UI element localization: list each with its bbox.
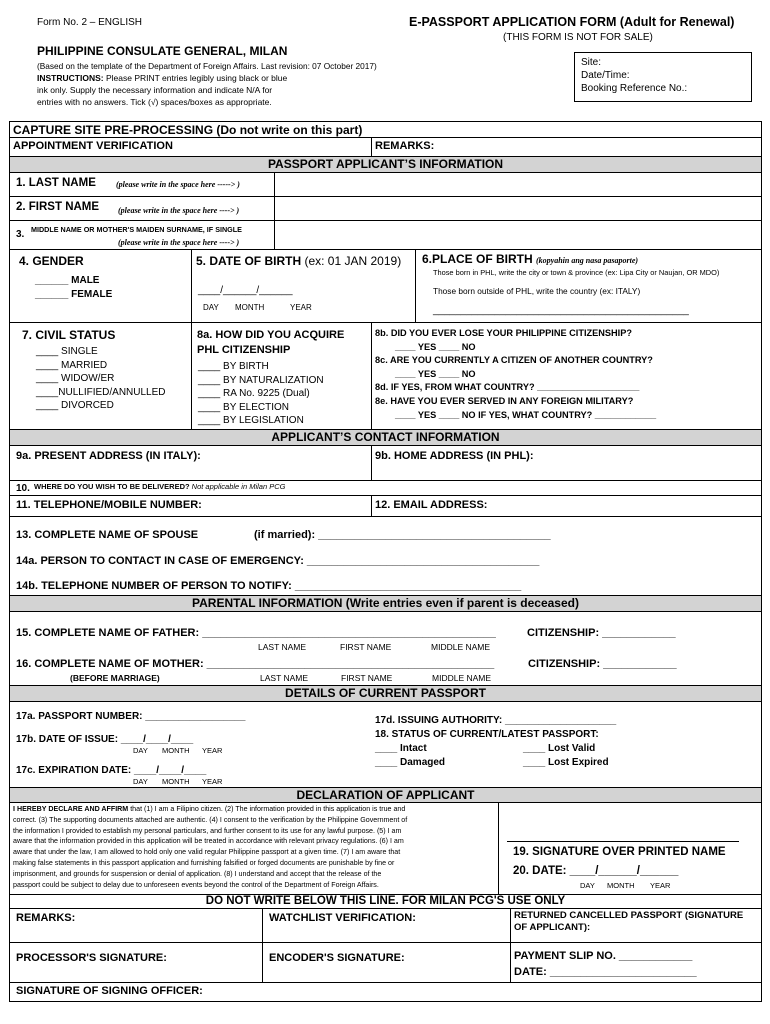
office-row-1	[9, 909, 762, 943]
expiry-month-caption: MONTH	[162, 777, 190, 786]
dob-label: 5. DATE OF BIRTH (ex: 01 JAN 2019)	[196, 254, 402, 268]
current-passport-band: DETAILS OF CURRENT PASSPORT	[9, 686, 762, 702]
last-name-row	[9, 173, 762, 197]
acquire-citizenship-label: 8a. HOW DID YOU ACQUIRE PHL CITIZENSHIP	[197, 329, 345, 356]
first-name-row	[9, 197, 762, 221]
capture-site-title: CAPTURE SITE PRE-PROCESSING (Do not write on this part)	[13, 123, 363, 137]
first-name-field[interactable]	[276, 199, 760, 219]
q8c-question: 8c. ARE YOU CURRENTLY A CITIZEN OF ANOTHER COUNTRY?	[375, 355, 653, 366]
father-name-field[interactable]: 15. COMPLETE NAME OF FATHER: ________________________________________________	[16, 627, 496, 639]
mother-name-field[interactable]: 16. COMPLETE NAME OF MOTHER: _______________________________________________	[16, 658, 495, 670]
current-passport-row	[9, 702, 762, 788]
appointment-verification-label: APPOINTMENT VERIFICATION	[13, 140, 173, 152]
q8e-answers[interactable]: ____ YES ____ NO IF YES, WHAT COUNTRY? ____________	[395, 409, 657, 420]
expiration-date-field[interactable]: 17c. EXPIRATION DATE: ____/____/____	[16, 765, 207, 776]
declaration-month-caption: MONTH	[607, 881, 635, 890]
pob-field[interactable]: ______________________________________________	[433, 305, 689, 316]
father-citizenship-field[interactable]: CITIZENSHIP: ____________	[527, 627, 676, 639]
status-lost-expired-option[interactable]: ____ Lost Expired	[523, 757, 609, 768]
q8b-question: 8b. DID YOU EVER LOSE YOUR PHILIPPINE CITIZENSHIP?	[375, 328, 632, 338]
site-booking-box	[574, 52, 752, 102]
last-name-label: 1. LAST NAME	[16, 177, 96, 189]
first-name-hint: (please write in the space here ----> )	[118, 206, 240, 215]
email-label[interactable]: 12. EMAIL ADDRESS:	[375, 499, 488, 511]
consulate-name: PHILIPPINE CONSULATE GENERAL, MILAN	[37, 44, 288, 58]
passport-status-label: 18. STATUS OF CURRENT/LATEST PASSPORT:	[375, 729, 599, 740]
contact-info-band: APPLICANT’S CONTACT INFORMATION	[9, 430, 762, 446]
address-row	[9, 446, 762, 481]
signing-officer-label: SIGNATURE OF SIGNING OFFICER:	[16, 985, 203, 997]
gender-dob-pob-row	[9, 250, 762, 323]
father-first-caption: FIRST NAME	[340, 642, 392, 652]
last-name-field[interactable]	[276, 175, 760, 195]
datetime-label: Date/Time:	[581, 70, 630, 81]
acquire-options	[198, 360, 324, 428]
declaration-row	[9, 803, 762, 895]
appointment-row	[9, 138, 762, 157]
home-address-label[interactable]: 9b. HOME ADDRESS (IN PHL):	[375, 450, 534, 462]
dob-day-caption: DAY	[203, 303, 219, 312]
issue-month-caption: MONTH	[162, 746, 190, 755]
acquire-naturalization-option[interactable]: ____ BY NATURALIZATION	[198, 374, 324, 386]
civil-citizenship-row	[9, 323, 762, 430]
acquire-election-option[interactable]: ____ BY ELECTION	[198, 401, 289, 413]
office-row-2	[9, 943, 762, 983]
signature-line[interactable]	[507, 841, 739, 842]
form-number: Form No. 2 – ENGLISH	[37, 17, 143, 28]
template-note: (Based on the template of the Department of Foreign Affairs. Last revision: 07 October 2017)	[37, 61, 377, 71]
q8c-answers[interactable]: ____ YES ____ NO	[395, 368, 476, 379]
delivery-row	[9, 481, 762, 496]
capture-remarks-label: REMARKS:	[375, 140, 435, 152]
father-middle-caption: MIDDLE NAME	[431, 642, 491, 652]
delivery-label: WHERE DO YOU WISH TO BE DELIVERED? Not applicable in Milan PCG	[34, 482, 286, 491]
instructions: INSTRUCTIONS: Please PRINT entries legibly using black or blue ink only. Supply the necessary information and indicate N/A for entries with no answers. Tick (√) spaces/boxes as appropriate.	[37, 73, 288, 107]
notify-phone-field[interactable]: 14b. TELEPHONE NUMBER OF PERSON TO NOTIFY: _____________________________________	[16, 580, 522, 592]
mother-first-caption: FIRST NAME	[341, 673, 393, 683]
first-name-label: 2. FIRST NAME	[16, 201, 100, 213]
parents-row	[9, 612, 762, 686]
issue-date-field[interactable]: 17b. DATE OF ISSUE: ____/____/____	[16, 734, 194, 745]
form-title: E-PASSPORT APPLICATION FORM (Adult for Renewal)	[409, 15, 735, 29]
booking-label: Booking Reference No.:	[581, 83, 688, 94]
pob-abroad-note: Those born outside of PHL, write the country (ex: ITALY)	[433, 286, 641, 296]
civil-status-options	[36, 345, 166, 413]
declaration-date-field[interactable]: 20. DATE: ____/______/______	[513, 865, 679, 877]
civil-nullified-option[interactable]: ____NULLIFIED/ANNULLED	[36, 386, 166, 398]
payment-date-field[interactable]: DATE: ________________________	[514, 966, 697, 978]
phone-label[interactable]: 11. TELEPHONE/MOBILE NUMBER:	[16, 499, 202, 511]
declaration-band: DECLARATION OF APPLICANT	[9, 788, 762, 803]
before-marriage-caption: (BEFORE MARRIAGE)	[70, 673, 160, 683]
encoder-signature-label: ENCODER'S SIGNATURE:	[269, 952, 405, 964]
dob-month-caption: MONTH	[235, 303, 265, 312]
q8e-question: 8e. HAVE YOU EVER SERVED IN ANY FOREIGN MILITARY?	[375, 395, 634, 406]
mother-middle-caption: MIDDLE NAME	[432, 673, 492, 683]
not-for-sale-note: (THIS FORM IS NOT FOR SALE)	[503, 32, 653, 43]
civil-married-option[interactable]: ____ MARRIED	[36, 359, 108, 371]
dob-year-caption: YEAR	[290, 303, 312, 312]
acquire-legislation-option[interactable]: ____ BY LEGISLATION	[198, 415, 304, 426]
watchlist-label: WATCHLIST VERIFICATION:	[269, 912, 416, 924]
emergency-contact-field[interactable]: 14a. PERSON TO CONTACT IN CASE OF EMERGENCY: ______________________________________	[16, 555, 540, 567]
civil-widow-option[interactable]: ____ WIDOW/ER	[36, 373, 115, 384]
pob-phl-note: Those born in PHL, write the city or town & province (ex: Lipa City or Naujan, OR MDO)	[433, 268, 720, 277]
capture-site-row	[9, 121, 762, 138]
spouse-label: 13. COMPLETE NAME OF SPOUSE	[16, 529, 199, 541]
middle-name-row	[9, 221, 762, 250]
declaration-day-caption: DAY	[580, 881, 595, 890]
passport-number-field[interactable]: 17a. PASSPORT NUMBER: __________________	[16, 711, 246, 722]
status-intact-option[interactable]: ____ Intact	[375, 743, 427, 754]
gender-male-option[interactable]: ______ MALE	[35, 275, 100, 286]
civil-divorced-option[interactable]: ____ DIVORCED	[36, 400, 114, 411]
mother-last-caption: LAST NAME	[260, 673, 309, 683]
office-remarks-label: REMARKS:	[16, 912, 76, 924]
returned-passport-label: RETURNED CANCELLED PASSPORT (SIGNATURE OF APPLICANT):	[514, 910, 744, 933]
middle-name-field[interactable]	[276, 223, 760, 248]
declaration-text: I HEREBY DECLARE AND AFFIRM that (1) I am a Filipino citizen. (2) The information provided in this application is true and correct. (3) The supporting documents attached are authentic. (4) I consent to the verification by the Philippine Government of the information I provided to establish my personal particulars, and further consent to its use for any lawful purpose. (5) I am aware that the information provided in this application will be treated in accordance with relevant privacy regulations. (6) I am aware that under the law, I am allowed to hold only one valid regular Philippine passport at a given time. (7) I am aware that making false statements in this passport application and furnishing falsified or forged documents are punishable by fine or imprisonment, and grounds for suspension or denial of application. (8) I understand and accept that the release of the passport could be subject to delay due to unforeseen events beyond the control of the Department of Foreign Affairs.	[13, 805, 408, 889]
issue-year-caption: YEAR	[202, 746, 223, 755]
phone-email-row	[9, 496, 762, 517]
last-name-hint: (please write in the space here -----> )	[116, 180, 240, 189]
civil-single-option[interactable]: ____ SINGLE	[36, 346, 98, 357]
site-label: Site:	[581, 57, 602, 68]
signature-label: 19. SIGNATURE OVER PRINTED NAME	[513, 846, 726, 858]
expiry-year-caption: YEAR	[202, 777, 223, 786]
office-row-3	[9, 983, 762, 1002]
parental-info-band: PARENTAL INFORMATION (Write entries even if parent is deceased)	[9, 596, 762, 612]
mother-citizenship-field[interactable]: CITIZENSHIP: ____________	[528, 658, 677, 670]
present-address-label[interactable]: 9a. PRESENT ADDRESS (IN ITALY):	[16, 450, 201, 462]
father-last-caption: LAST NAME	[258, 642, 307, 652]
expiry-day-caption: DAY	[133, 777, 148, 786]
civil-status-label: 7. CIVIL STATUS	[22, 328, 116, 342]
applicant-info-band: PASSPORT APPLICANT’S INFORMATION	[9, 157, 762, 173]
spouse-emergency-row	[9, 517, 762, 596]
status-lost-valid-option[interactable]: ____ Lost Valid	[523, 743, 596, 754]
middle-name-hint: (please write in the space here ----> )	[118, 238, 240, 247]
middle-name-label: MIDDLE NAME OR MOTHER'S MAIDEN SURNAME, IF SINGLE	[31, 225, 242, 234]
pob-label: 6.PLACE OF BIRTH (kopyahin ang nasa pasaporte)	[422, 252, 639, 266]
issue-day-caption: DAY	[133, 746, 148, 755]
declaration-year-caption: YEAR	[650, 881, 671, 890]
spouse-field[interactable]: (if married): ______________________________________	[254, 529, 551, 541]
dob-field[interactable]: ____/______/______	[198, 285, 293, 296]
status-damaged-option[interactable]: ____ Damaged	[375, 757, 446, 768]
q8d-question[interactable]: 8d. IF YES, FROM WHAT COUNTRY? ____________________	[375, 382, 640, 393]
middle-name-number: 3.	[16, 229, 25, 240]
processor-signature-label: PROCESSOR'S SIGNATURE:	[16, 952, 167, 964]
delivery-number: 10.	[16, 483, 30, 494]
acquire-birth-option[interactable]: ____ BY BIRTH	[198, 361, 269, 372]
payment-slip-field[interactable]: PAYMENT SLIP NO. ____________	[514, 950, 693, 962]
citizenship-questions	[375, 327, 656, 422]
issuing-authority-field[interactable]: 17d. ISSUING AUTHORITY: ____________________	[375, 715, 617, 726]
acquire-ra9225-option[interactable]: ____ RA No. 9225 (Dual)	[198, 388, 310, 399]
office-use-band: DO NOT WRITE BELOW THIS LINE. FOR MILAN PCG'S USE ONLY	[9, 895, 762, 909]
gender-female-option[interactable]: ______ FEMALE	[35, 289, 113, 300]
gender-label: 4. GENDER	[19, 254, 84, 268]
q8b-answers[interactable]: ____ YES ____ NO	[395, 341, 476, 352]
